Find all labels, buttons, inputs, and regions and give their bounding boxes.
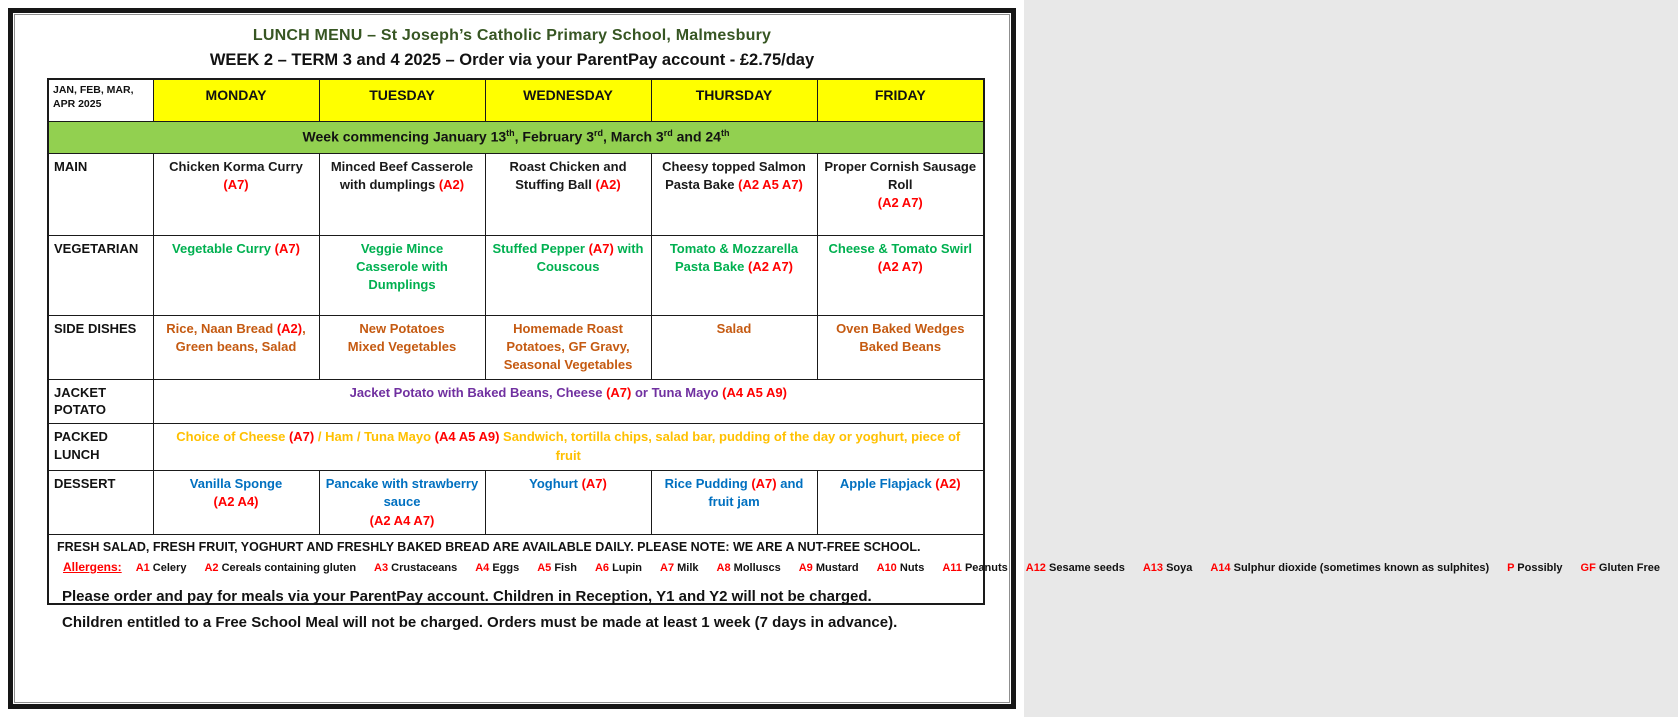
allergen-item: [799, 562, 859, 574]
menu-cell-main-monday: [153, 153, 319, 235]
allergen-code: A10: [876, 562, 897, 574]
text-segment: Casserole with: [356, 258, 448, 274]
week-commencing-row: [48, 121, 984, 153]
menu-span-cell-packed-lunch: [153, 423, 984, 470]
text-segment: Dumplings: [368, 277, 436, 293]
allergen-code: A2: [204, 562, 219, 574]
allergen-item: [204, 562, 356, 574]
daily-availability-note: FRESH SALAD, FRESH FRUIT, YOGHURT AND FRESHLY BAKED BREAD ARE AVAILABLE DAILY. PLEASE NOTE: WE ARE A NUT-FREE SCHOOL.: [57, 540, 921, 554]
text-segment: Veggie Mince: [360, 240, 444, 256]
allergen-item: [1507, 562, 1562, 574]
menu-cell-vegetarian-tuesday: [319, 235, 485, 315]
allergen-code: P: [1507, 562, 1515, 574]
text-segment: New Potatoes: [359, 320, 445, 336]
day-header-tuesday: TUESDAY: [319, 79, 485, 121]
text-segment: and fruit jam: [708, 475, 804, 510]
text-segment: Oven Baked Wedges: [836, 320, 965, 336]
allergen-code: A5: [537, 562, 552, 574]
row-label-side-dishes: SIDE DISHES: [48, 315, 153, 379]
allergen-code: A6: [594, 562, 610, 574]
text-segment: (A2 A4): [213, 494, 259, 510]
week-commencing-banner: Week commencing January 13th, February 3rd, March 3rd and 24th: [48, 121, 984, 153]
allergen-item: [136, 562, 187, 574]
menu-cell-main-thursday: [651, 153, 817, 235]
menu-cell-side-dishes-monday: [153, 315, 319, 379]
allergen-name: Cereals containing gluten: [218, 562, 357, 574]
page-subtitle: WEEK 2 – TERM 3 and 4 2025 – Order via your ParentPay account - £2.75/day: [209, 51, 815, 69]
text-segment: (A2 A7): [747, 258, 794, 274]
allergen-name: Possibly: [1514, 562, 1563, 574]
allergen-item: [1026, 562, 1125, 574]
row-label-main: MAIN: [48, 153, 153, 235]
menu-cell-main-tuesday: [319, 153, 485, 235]
allergen-name: Milk: [674, 562, 699, 574]
allergen-name: Nuts: [896, 562, 925, 574]
text-segment: Sandwich, tortilla chips, salad bar, pudding of the day or yoghurt, piece of fruit: [499, 428, 961, 463]
allergen-name: Mustard: [812, 562, 859, 574]
menu-cell-vegetarian-monday: [153, 235, 319, 315]
text-segment: (A2): [595, 176, 621, 192]
text-segment: Baked Beans: [859, 338, 942, 354]
allergen-name: Eggs: [489, 562, 520, 574]
allergen-code: GF: [1580, 562, 1596, 574]
text-segment: Rice, Naan Bread: [166, 320, 277, 336]
text-segment: (A7): [223, 176, 249, 192]
text-segment: (A7): [274, 240, 300, 256]
allergen-code: A12: [1025, 562, 1046, 574]
text-segment: (A4 A5 A9): [434, 428, 500, 444]
text-segment: Chicken Korma Curry: [169, 158, 303, 174]
allergen-code: A7: [660, 562, 675, 574]
menu-cell-dessert-monday: [153, 470, 319, 534]
day-header-row: [48, 79, 984, 121]
allergen-name: Soya: [1163, 562, 1193, 574]
row-label-jacket-potato: JACKET POTATO: [48, 379, 153, 423]
allergen-code: A13: [1142, 562, 1164, 574]
menu-row-jacket-potato: [48, 379, 984, 423]
menu-cell-side-dishes-tuesday: [319, 315, 485, 379]
text-segment: Homemade Roast Potatoes, GF Gravy, Seasonal Vegetables: [503, 320, 633, 373]
day-header-monday: MONDAY: [153, 79, 319, 121]
text-segment: (A2 A4 A7): [369, 512, 435, 528]
text-segment: with Couscous: [536, 240, 644, 274]
menu-rows: [48, 153, 984, 535]
allergen-code: A11: [942, 562, 962, 574]
menu-cell-main-wednesday: [485, 153, 651, 235]
text-segment: Proper Cornish Sausage Roll: [824, 158, 977, 192]
menu-cell-side-dishes-friday: [817, 315, 984, 379]
text-segment: Stuffed Pepper: [492, 240, 589, 256]
text-segment: Cheese & Tomato Swirl: [828, 240, 972, 256]
allergen-name: Gluten Free: [1595, 562, 1661, 574]
text-segment: or Tuna Mayo: [631, 384, 723, 400]
text-segment: Mixed Vegetables: [347, 338, 457, 354]
text-segment: (A2 A5 A7): [738, 176, 803, 192]
note-line-2: Children entitled to a Free School Meal will not be charged. Orders must be made at least 1 week (7 days in advance).: [62, 613, 898, 631]
text-segment: (A4 A5 A9): [722, 384, 787, 400]
menu-cell-vegetarian-wednesday: [485, 235, 651, 315]
allergen-name: Peanuts: [961, 562, 1008, 574]
menu-row-main: [48, 153, 984, 235]
row-label-dessert: DESSERT: [48, 470, 153, 534]
allergen-list: [57, 558, 1661, 577]
menu-cell-dessert-friday: [817, 470, 984, 534]
menu-cell-side-dishes-thursday: [651, 315, 817, 379]
allergen-item: [1143, 562, 1193, 574]
menu-span-cell-jacket-potato: [153, 379, 984, 423]
day-header-friday: FRIDAY: [817, 79, 984, 121]
allergen-name: Lupin: [609, 562, 643, 574]
text-segment: (A2 A7): [877, 258, 923, 274]
menu-cell-dessert-thursday: [651, 470, 817, 534]
allergen-item: [595, 562, 642, 574]
text-segment: (A7): [581, 475, 607, 491]
allergen-item: [1210, 562, 1489, 574]
menu-cell-main-friday: [817, 153, 984, 235]
allergen-name: Molluscs: [730, 562, 781, 574]
day-header-thursday: THURSDAY: [651, 79, 817, 121]
allergen-item: [660, 562, 699, 574]
allergen-item: [537, 562, 577, 574]
row-label-packed-lunch: PACKED LUNCH: [48, 423, 153, 470]
menu-cell-dessert-wednesday: [485, 470, 651, 534]
menu-row-packed-lunch: [48, 423, 984, 470]
text-segment: Pancake with strawberry sauce: [325, 475, 479, 510]
menu-row-vegetarian: [48, 235, 984, 315]
text-segment: / Ham / Tuna Mayo: [314, 428, 435, 444]
ordering-notes: [62, 584, 972, 635]
allergen-name: Sesame seeds: [1045, 562, 1125, 574]
note-line-1: Please order and pay for meals via your ParentPay account. Children in Reception, Y1 and Y2 will not be charged.: [62, 588, 872, 605]
allergen-name: Sulphur dioxide (sometimes known as sulphites): [1230, 562, 1490, 574]
menu-cell-vegetarian-thursday: [651, 235, 817, 315]
text-segment: (A7): [751, 475, 777, 491]
menu-table: [47, 78, 1661, 605]
allergen-code: A1: [135, 562, 150, 574]
text-segment: Yoghurt: [529, 475, 582, 491]
text-segment: Tomato & Mozzarella Pasta Bake: [669, 240, 799, 274]
menu-cell-side-dishes-wednesday: [485, 315, 651, 379]
allergen-item: [942, 562, 1007, 574]
allergen-item: [1581, 562, 1660, 574]
allergen-code: A4: [475, 562, 490, 574]
text-segment: Roast Chicken and Stuffing Ball: [509, 158, 627, 192]
text-segment: (A2 A7): [877, 195, 923, 211]
text-segment: Salad: [716, 320, 752, 336]
text-segment: (A7): [588, 240, 614, 256]
row-label-vegetarian: VEGETARIAN: [48, 235, 153, 315]
text-segment: Vanilla Sponge: [189, 475, 283, 491]
allergen-code: A8: [716, 562, 731, 574]
menu-cell-vegetarian-friday: [817, 235, 984, 315]
allergen-name: Celery: [149, 562, 187, 574]
allergen-name: Fish: [551, 562, 577, 574]
text-segment: Rice Pudding: [664, 475, 752, 491]
menu-row-side-dishes: [48, 315, 984, 379]
day-header-wednesday: WEDNESDAY: [485, 79, 651, 121]
text-segment: Minced Beef Casserole with dumplings: [330, 158, 474, 192]
allergen-code: A3: [374, 562, 389, 574]
text-segment: (A2): [935, 475, 961, 491]
allergen-name: Crustaceans: [388, 562, 458, 574]
text-segment: (A2): [438, 176, 465, 192]
menu-cell-dessert-tuesday: [319, 470, 485, 534]
text-segment: , Green beans, Salad: [175, 320, 306, 354]
menu-row-dessert: [48, 470, 984, 534]
allergens-label: Allergens:: [63, 560, 122, 574]
allergen-item: [475, 562, 519, 574]
text-segment: Choice of Cheese: [176, 428, 289, 444]
text-segment: (A7): [288, 428, 315, 444]
text-segment: Jacket Potato with Baked Beans, Cheese: [349, 384, 607, 400]
allergen-item: [717, 562, 781, 574]
text-segment: (A2): [276, 320, 303, 336]
allergen-item: [374, 562, 457, 574]
page-title: LUNCH MENU – St Joseph’s Catholic Primary School, Malmesbury: [252, 27, 772, 44]
corner-label: JAN, FEB, MAR, APR 2025: [48, 79, 153, 121]
text-segment: (A7): [606, 384, 632, 400]
allergen-item: [877, 562, 925, 574]
text-segment: Cheesy topped Salmon Pasta Bake: [662, 158, 806, 192]
allergen-code: A14: [1210, 562, 1231, 574]
allergen-code: A9: [798, 562, 813, 574]
text-segment: Vegetable Curry: [172, 240, 275, 256]
text-segment: Apple Flapjack: [839, 475, 936, 491]
